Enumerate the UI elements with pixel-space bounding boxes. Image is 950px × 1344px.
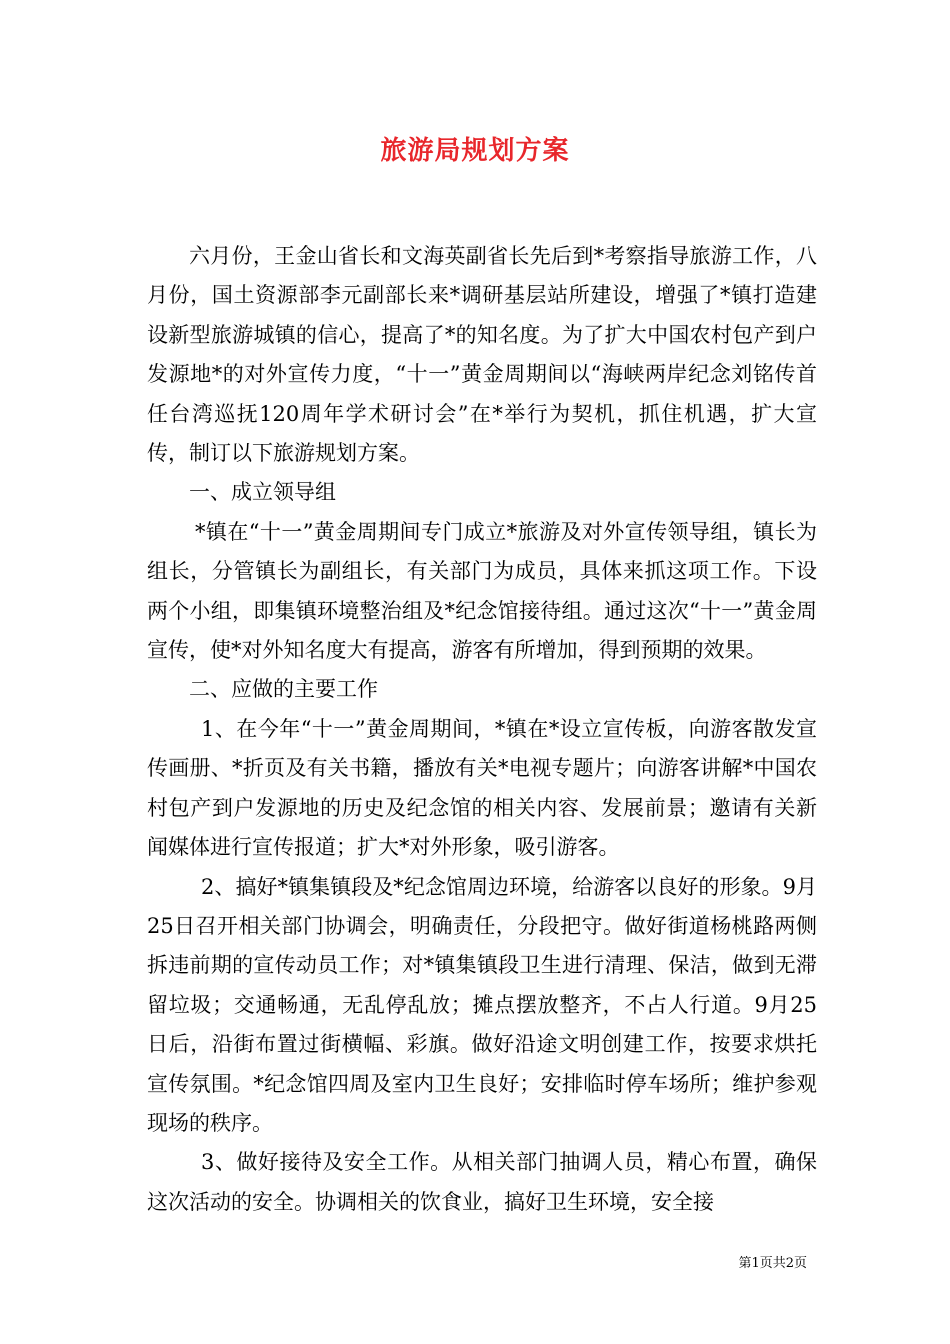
section-heading-2: 二、应做的主要工作 [189,677,378,702]
document-title: 旅游局规划方案 [380,136,570,166]
page-number: 第1页共2页 [738,1256,807,1271]
document-body [147,237,817,1222]
work-item-3: 3、做好接待及安全工作。从相关部门抽调人员，精心布置，确保这次活动的安全。协调相关的饮食业，搞好卫生环境，安全接 [147,1150,817,1214]
work-item-1: 1、在今年“十一”黄金周期间，*镇在*设立宣传板，向游客散发宣传画册、*折页及有关书籍，播放有关*电视专题片；向游客讲解*中国农村包产到户发源地的历史及纪念馆的相关内容、发展前景；邀请有关新闻媒体进行宣传报道；扩大*对外形象，吸引游客。 [147,716,817,860]
section-1-paragraph: *镇在“十一”黄金周期间专门成立*旅游及对外宣传领导组，镇长为组长，分管镇长为副组长，有关部门为成员，具体来抓这项工作。下设两个小组，即集镇环境整治组及*纪念馆接待组。通过这次“十一”黄金周宣传，使*对外知名度大有提高，游客有所增加，得到预期的效果。 [147,519,817,663]
work-item-2: 2、搞好*镇集镇段及*纪念馆周边环境，给游客以良好的形象。9月25日召开相关部门协调会，明确责任，分段把守。做好街道杨桃路两侧拆违前期的宣传动员工作；对*镇集镇段卫生进行清理、保洁，做到无滞留垃圾；交通畅通，无乱停乱放；摊点摆放整齐，不占人行道。9月25日后，沿街布置过街横幅、彩旗。做好沿途文明创建工作，按要求烘托宣传氛围。*纪念馆四周及室内卫生良好；安排临时停车场所；维护参观现场的秩序。 [147,874,817,1135]
intro-paragraph: 六月份，王金山省长和文海英副省长先后到*考察指导旅游工作，八月份，国土资源部李元副部长来*调研基层站所建设，增强了*镇打造建设新型旅游城镇的信心，提高了*的知名度。为了扩大中国农村包产到户发源地*的对外宣传力度，“十一”黄金周期间以“海峡两岸纪念刘铭传首任台湾巡抚120周年学术研讨会”在*举行为契机，抓住机遇，扩大宣传，制订以下旅游规划方案。 [147,244,817,466]
section-heading-1: 一、成立领导组 [189,480,336,505]
